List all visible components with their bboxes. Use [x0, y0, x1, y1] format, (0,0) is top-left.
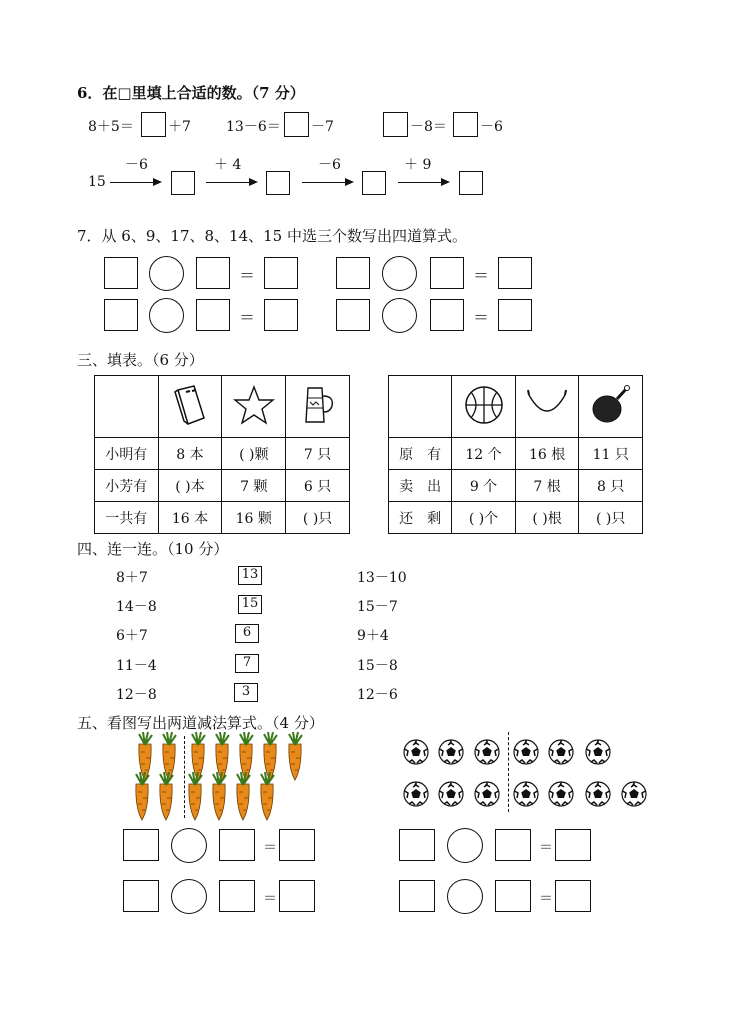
carrot-icon — [289, 732, 302, 780]
table-cell: 16 本 — [158, 502, 222, 534]
football-icon — [404, 740, 428, 764]
carrot-icon — [213, 772, 226, 820]
answer-box[interactable] — [264, 257, 298, 289]
operator-circle[interactable] — [171, 879, 207, 914]
answer-box[interactable] — [555, 829, 591, 861]
match-number[interactable]: 7 — [235, 654, 259, 673]
answer-box[interactable] — [266, 171, 290, 195]
table-cell[interactable]: ( )只 — [286, 502, 350, 534]
equals-sign: ＝ — [263, 891, 277, 907]
jump-rope-icon — [515, 376, 579, 438]
match-number[interactable]: 3 — [234, 683, 258, 702]
table-cell: 16 颗 — [222, 502, 286, 534]
answer-box[interactable] — [336, 299, 370, 331]
dashed-divider — [184, 736, 185, 818]
section5-title: 五、看图写出两道减法算式。（4 分） — [77, 714, 324, 732]
q6-expr-b2: －7 — [311, 119, 334, 135]
row-label: 卖 出 — [389, 470, 452, 502]
answer-box[interactable] — [336, 257, 370, 289]
star-icon — [222, 376, 286, 438]
table-cell: 12 个 — [452, 438, 516, 470]
q6-expr-c2: －6 — [480, 119, 503, 135]
equals-sign: ＝ — [539, 840, 553, 856]
match-left[interactable]: 8＋7 — [116, 570, 148, 586]
football-icon — [439, 782, 463, 806]
chain-op: －6 — [125, 157, 148, 173]
answer-box[interactable] — [495, 880, 531, 912]
answer-box[interactable] — [123, 880, 159, 912]
operator-circle[interactable] — [171, 828, 207, 863]
arrow-icon — [398, 182, 448, 183]
match-number[interactable]: 13 — [238, 566, 262, 585]
answer-box[interactable] — [399, 829, 435, 861]
football-icon — [514, 740, 538, 764]
answer-box[interactable] — [123, 829, 159, 861]
answer-box[interactable] — [383, 112, 408, 137]
football-icon — [549, 782, 573, 806]
answer-box[interactable] — [219, 880, 255, 912]
football-icon — [475, 782, 499, 806]
answer-box[interactable] — [219, 829, 255, 861]
table-cell: 8 本 — [158, 438, 222, 470]
answer-box[interactable] — [104, 257, 138, 289]
table-cell: 9 个 — [452, 470, 516, 502]
answer-box[interactable] — [104, 299, 138, 331]
answer-box[interactable] — [453, 112, 478, 137]
match-right[interactable]: 15－7 — [357, 599, 398, 615]
carrot-icon — [136, 772, 149, 820]
equals-sign: ＝ — [239, 266, 256, 285]
row-label: 还 剩 — [389, 502, 452, 534]
answer-box[interactable] — [279, 829, 315, 861]
operator-circle[interactable] — [149, 298, 184, 333]
book-icon — [158, 376, 222, 438]
chain-op: ＋ 9 — [404, 157, 432, 173]
q6-expr-a2: ＋7 — [168, 119, 191, 135]
table-cell: 6 只 — [286, 470, 350, 502]
answer-box[interactable] — [498, 299, 532, 331]
match-left[interactable]: 14－8 — [116, 599, 157, 615]
table-cell[interactable]: ( )个 — [452, 502, 516, 534]
paddle-icon — [579, 376, 643, 438]
table-cell: 8 只 — [579, 470, 643, 502]
carrot-icon — [237, 772, 250, 820]
equals-sign: ＝ — [539, 891, 553, 907]
table-cell[interactable]: ( )根 — [515, 502, 579, 534]
table-left — [94, 375, 350, 534]
answer-box[interactable] — [141, 112, 166, 137]
carrot-icon — [261, 772, 274, 820]
answer-box[interactable] — [495, 829, 531, 861]
football-icon — [622, 782, 646, 806]
arrow-icon — [110, 182, 160, 183]
carrot-icon — [189, 772, 202, 820]
table-cell: 16 根 — [515, 438, 579, 470]
arrow-icon — [302, 182, 352, 183]
row-label: 一共有 — [95, 502, 159, 534]
equals-sign: ＝ — [239, 308, 256, 327]
match-number[interactable]: 6 — [235, 624, 259, 643]
answer-box[interactable] — [430, 299, 464, 331]
equals-sign: ＝ — [473, 266, 490, 285]
section3-title: 三、填表。（6 分） — [77, 351, 204, 369]
table-cell[interactable]: ( )只 — [579, 502, 643, 534]
football-icon — [475, 740, 499, 764]
match-left[interactable]: 6＋7 — [116, 628, 148, 644]
operator-circle[interactable] — [382, 256, 417, 291]
q6-expr-a: 8＋5＝ — [88, 119, 134, 135]
operator-circle[interactable] — [447, 879, 483, 914]
answer-box[interactable] — [196, 299, 230, 331]
table-cell: 7 只 — [286, 438, 350, 470]
table-cell[interactable]: ( )颗 — [222, 438, 286, 470]
equals-sign: ＝ — [263, 840, 277, 856]
carrots-picture — [130, 732, 310, 822]
football-icon — [514, 782, 538, 806]
chain-op: －6 — [318, 157, 341, 173]
row-label: 小明有 — [95, 438, 159, 470]
answer-box[interactable] — [284, 112, 309, 137]
match-right[interactable]: 15－8 — [357, 658, 398, 674]
table-right — [388, 375, 643, 534]
row-label: 小芳有 — [95, 470, 159, 502]
dashed-divider — [508, 732, 509, 812]
match-number[interactable]: 15 — [238, 595, 262, 614]
operator-circle[interactable] — [382, 298, 417, 333]
answer-box[interactable] — [459, 171, 483, 195]
football-icon — [586, 740, 610, 764]
table-cell: 11 只 — [579, 438, 643, 470]
cup-icon — [286, 376, 350, 438]
table-cell[interactable]: ( )本 — [158, 470, 222, 502]
q7-title: 7．从 6、9、17、8、14、15 中选三个数写出四道算式。 — [77, 227, 467, 245]
arrow-icon — [206, 182, 256, 183]
match-right[interactable]: 13－10 — [357, 570, 407, 586]
answer-box[interactable] — [264, 299, 298, 331]
row-label: 原 有 — [389, 438, 452, 470]
answer-box[interactable] — [196, 257, 230, 289]
answer-box[interactable] — [362, 171, 386, 195]
operator-circle[interactable] — [447, 828, 483, 863]
table-cell: 7 根 — [515, 470, 579, 502]
equals-sign: ＝ — [473, 308, 490, 327]
q6-title: 6．在□里填上合适的数。（7 分） — [77, 84, 305, 102]
answer-box[interactable] — [279, 880, 315, 912]
answer-box[interactable] — [498, 257, 532, 289]
q6-expr-b: 13－6＝ — [226, 119, 281, 135]
football-icon — [404, 782, 428, 806]
answer-box[interactable] — [171, 171, 195, 195]
answer-box[interactable] — [430, 257, 464, 289]
chain-op: ＋ 4 — [214, 157, 242, 173]
q6-expr-c: －8＝ — [410, 119, 447, 135]
football-icon — [439, 740, 463, 764]
match-right[interactable]: 12－6 — [357, 687, 398, 703]
chain-start: 15 — [88, 174, 106, 190]
operator-circle[interactable] — [149, 256, 184, 291]
football-icon — [549, 740, 573, 764]
basketball-icon — [452, 376, 516, 438]
answer-box[interactable] — [555, 880, 591, 912]
match-right[interactable]: 9＋4 — [357, 628, 389, 644]
section4-title: 四、连一连。（10 分） — [77, 540, 229, 558]
football-icon — [586, 782, 610, 806]
answer-box[interactable] — [399, 880, 435, 912]
match-left[interactable]: 12－8 — [116, 687, 157, 703]
footballs-picture — [396, 734, 656, 814]
match-left[interactable]: 11－4 — [116, 658, 157, 674]
table-cell: 7 颗 — [222, 470, 286, 502]
carrot-icon — [160, 772, 173, 820]
